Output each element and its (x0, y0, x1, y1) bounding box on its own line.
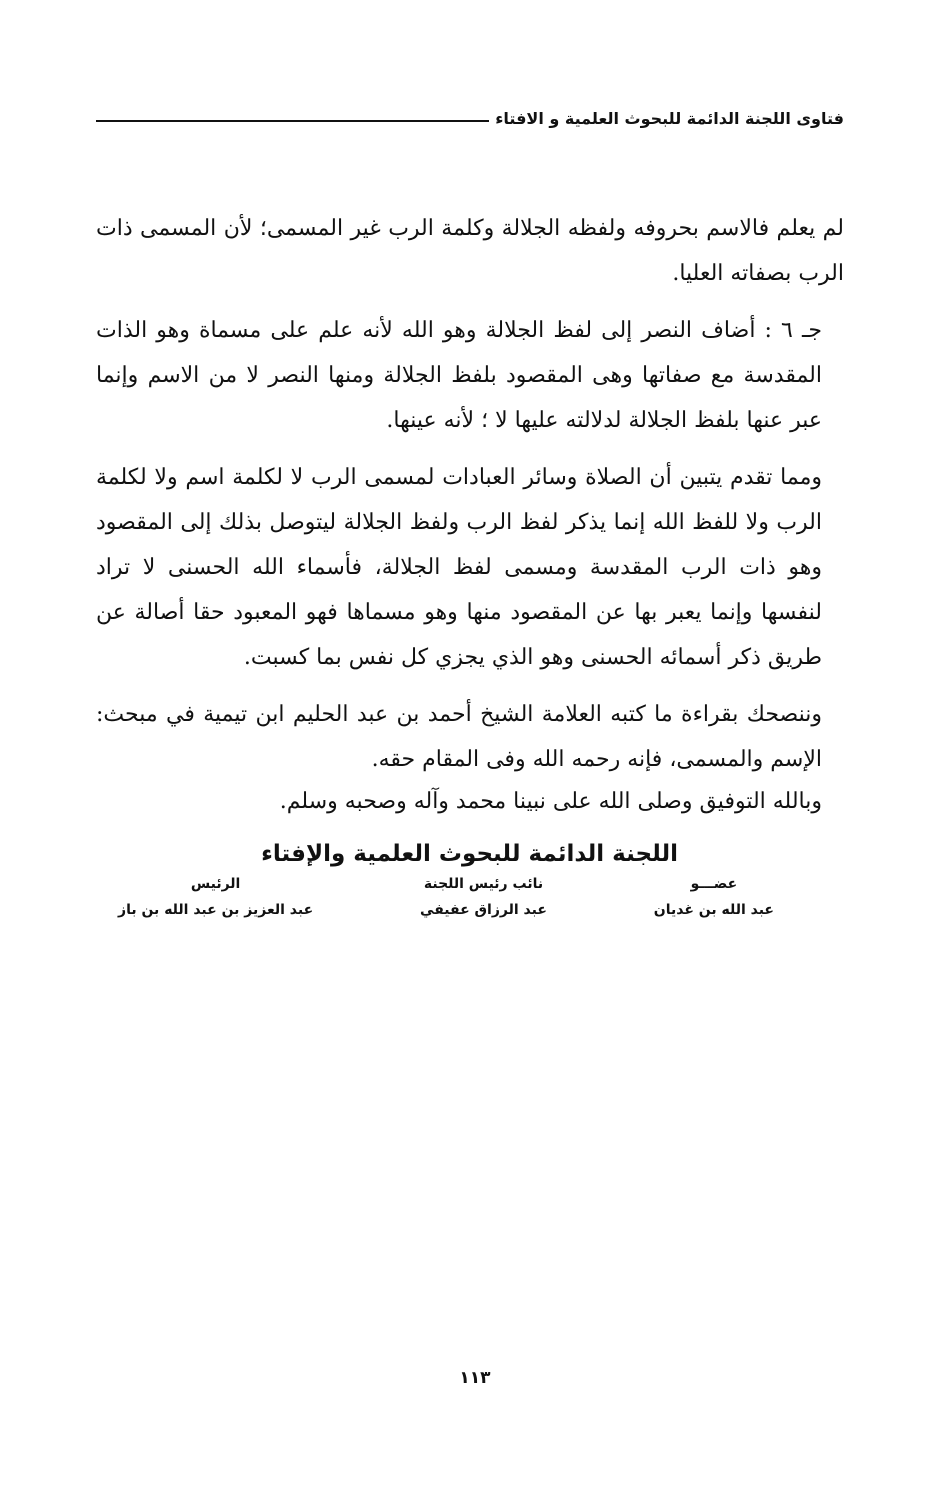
header-rule (96, 120, 489, 122)
paragraph-answer-6: جـ ٦ : أضاف النصر إلى لفظ الجلالة وهو الله لأنه علم على مسماة وهو الذات المقدسة مع صفاتها وهى المقصود بلفظ الجلالة ومنها النصر لا من الاسم وإنما عبر عنها بلفظ الجلالة لدلالته عليها لا ؛ لأنه عينها. (96, 318, 822, 433)
signatory-name: عبد العزيز بن عبد الله بن باز (118, 902, 314, 918)
fatwa-body (96, 206, 844, 886)
running-header (96, 96, 844, 128)
signatory-name: عبد الرزاق عفيفي (420, 902, 547, 918)
closing-line: وبالله التوفيق وصلى الله على نبينا محمد وآله وصحبه وسلم. (279, 789, 822, 814)
paragraph-3: ومما تقدم يتبين أن الصلاة وسائر العبادات لمسمى الرب لا لكلمة اسم ولا لكلمة الرب ولا للفظ الله إنما يذكر لفظ الرب ولفظ الجلالة ليتوصل بذلك إلى المقصود وهو ذات الرب المقدسة ومسمى لفظ الجلالة، فأسماء الله الحسنى لا تراد لنفسها وإنما يعبر بها عن المقصود منها وهو مسماها فهو المعبود حقا أصالة عن طريق ذكر أسمائه الحسنى وهو الذي يجزي كل نفس بما كسبت. (96, 465, 822, 670)
page-number: ١١٣ (459, 1368, 491, 1388)
paragraph-1: لم يعلم فالاسم بحروفه ولفظه الجلالة وكلمة الرب غير المسمى؛ لأن المسمى ذات الرب بصفاته العليا. (96, 216, 844, 286)
paragraph-recommendation: وننصحك بقراءة ما كتبه العلامة الشيخ أحمد بن عبد الحليم ابن تيمية في مبحث: الإسم والمسمى، فإنه رحمه الله وفى المقام حقه. (96, 702, 822, 772)
signatory-role: نائب رئيس اللجنة (423, 876, 544, 892)
signatory-role: عضـــو (690, 876, 738, 892)
signatory-deputy (420, 876, 547, 918)
signatory-name: عبد الله بن غديان (653, 902, 774, 918)
signatory-role: الرئيس (190, 876, 241, 892)
signatory-member (654, 876, 774, 918)
committee-name: اللجنة الدائمة للبحوث العلمية والإفتاء (261, 841, 678, 867)
signatory-chairman (118, 876, 313, 918)
signatures-block (118, 876, 774, 918)
running-header-title: فتاوى اللجنة الدائمة للبحوث العلمية و الافتاء (495, 109, 844, 128)
